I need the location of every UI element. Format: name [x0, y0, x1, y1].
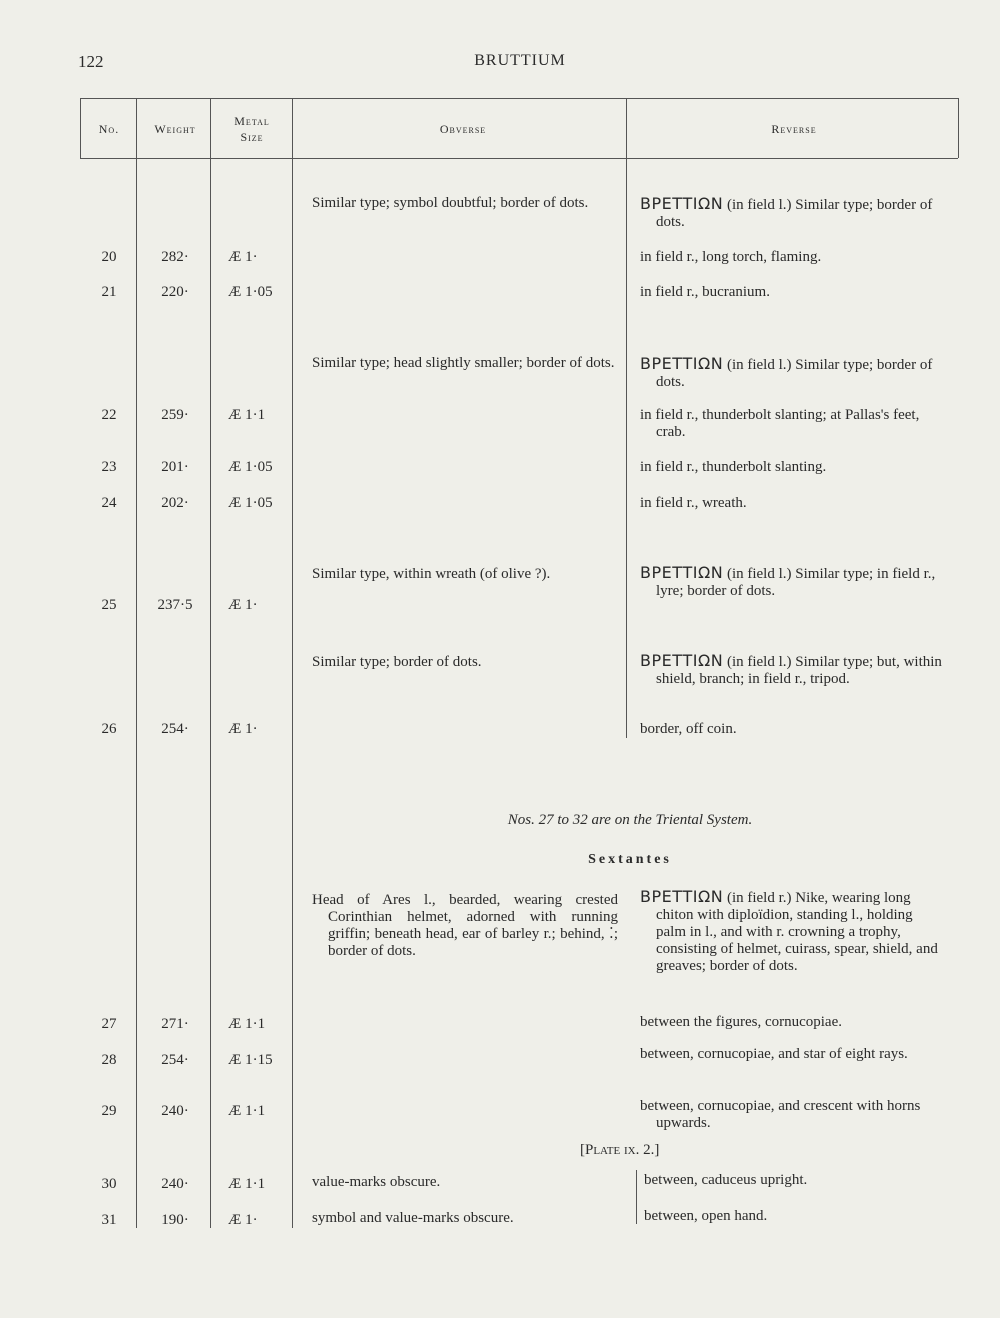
coin-metal-size: Æ 1·15 [228, 1052, 273, 1068]
header-no: No. [98, 122, 120, 136]
coin-metal-size: Æ 1· [228, 597, 258, 613]
header-bottom-rule [80, 158, 958, 159]
header-reverse: Reverse [771, 122, 817, 136]
obverse-description: Similar type; border of dots. [312, 654, 482, 670]
greek-legend: ΒΡΕΤΤΙΩΝ [640, 563, 724, 582]
coin-weight: 259· [161, 407, 189, 423]
system-note: Nos. 27 to 32 are on the Triental System. [507, 812, 753, 828]
greek-legend: ΒΡΕΤΤΙΩΝ [640, 354, 724, 373]
coin-metal-size: Æ 1·05 [228, 284, 273, 300]
obverse-variant: symbol and value-marks obscure. [312, 1210, 514, 1226]
coin-number: 28 [101, 1052, 117, 1068]
obverse-description: Similar type; symbol doubtful; border of dots. [312, 195, 589, 211]
obverse-description: Similar type, within wreath (of olive ?). [312, 566, 551, 582]
coin-weight: 201· [161, 459, 189, 475]
reverse-variant: between, cornucopiae, and star of eight rays. [640, 1046, 908, 1062]
coin-number: 25 [101, 597, 117, 613]
coin-metal-size: Æ 1·1 [228, 1016, 266, 1032]
col-rule-obverse-lower [636, 1170, 637, 1224]
reverse-variant: between, cornucopiae, and crescent with horns upwards. [640, 1098, 921, 1131]
coin-number: 22 [101, 407, 117, 423]
coin-number: 20 [101, 249, 117, 265]
obverse-description: Similar type; head slightly smaller; border of dots. [312, 355, 615, 371]
reverse-variant: border, off coin. [640, 721, 737, 737]
obverse-variant: value-marks obscure. [312, 1174, 441, 1190]
right-border [958, 98, 959, 158]
reverse-description: ΒΡΕΤΤΙΩΝ (in field l.) Similar type; border of dots. [640, 354, 933, 390]
reverse-description: ΒΡΕΤΤΙΩΝ (in field r.) Nike, wearing long chiton with diploïdion, standing l., holding palm in l., and with r. crowning a trophy, consisting of helmet, cuirass, spear, shield, and greaves; border of dots. [640, 887, 938, 974]
coin-number: 29 [101, 1103, 117, 1119]
reverse-description: ΒΡΕΤΤΙΩΝ (in field l.) Similar type; in field r., lyre; border of dots. [640, 563, 936, 599]
greek-legend: ΒΡΕΤΤΙΩΝ [640, 887, 724, 906]
header-weight: Weight [154, 122, 196, 136]
coin-metal-size: Æ 1· [228, 249, 258, 265]
coin-number: 31 [101, 1212, 117, 1228]
coin-number: 26 [101, 721, 117, 737]
coin-metal-size: Æ 1· [228, 721, 258, 737]
coin-metal-size: Æ 1·1 [228, 1176, 266, 1192]
coin-weight: 240· [161, 1176, 189, 1192]
coin-metal-size: Æ 1·1 [228, 1103, 266, 1119]
reverse-variant: between the figures, cornucopiae. [640, 1014, 842, 1030]
reverse-variant: in field r., bucranium. [640, 284, 770, 300]
reverse-variant: between, caduceus upright. [644, 1172, 808, 1188]
coin-metal-size: Æ 1·1 [228, 407, 266, 423]
reverse-variant: in field r., long torch, flaming. [640, 249, 822, 265]
coin-weight: 240· [161, 1103, 189, 1119]
coin-metal-size: Æ 1·05 [228, 495, 273, 511]
page-number: 122 [78, 52, 104, 71]
running-head: BRUTTIUM [474, 52, 566, 69]
plate-reference: [Plate ix. 2.] [580, 1142, 660, 1158]
col-rule-obverse [626, 98, 627, 738]
coin-number: 27 [101, 1016, 117, 1032]
header-metal: Metal [234, 114, 270, 128]
reverse-variant: between, open hand. [644, 1208, 768, 1224]
coin-metal-size: Æ 1·05 [228, 459, 273, 475]
coin-weight: 254· [161, 721, 189, 737]
coin-weight: 237·5 [157, 597, 193, 613]
coin-weight: 202· [161, 495, 189, 511]
coin-weight: 282· [161, 249, 189, 265]
obverse-description: Head of Ares l., bearded, wearing crested Corinthian helmet, adorned with running griffin; beneath head, ear of barley r.; behind, ⁚; border of dots. [312, 892, 618, 959]
table-top-rule [80, 98, 958, 99]
greek-legend: ΒΡΕΤΤΙΩΝ [640, 194, 724, 213]
reverse-description: ΒΡΕΤΤΙΩΝ (in field l.) Similar type; but, within shield, branch; in field r., tripod. [640, 651, 942, 687]
coin-weight: 254· [161, 1052, 189, 1068]
reverse-variant: in field r., wreath. [640, 495, 747, 511]
col-rule-weight [210, 98, 211, 1228]
coin-number: 30 [101, 1176, 117, 1192]
coin-weight: 190· [161, 1212, 189, 1228]
reverse-variant: in field r., thunderbolt slanting. [640, 459, 827, 475]
reverse-description: ΒΡΕΤΤΙΩΝ (in field l.) Similar type; border of dots. [640, 194, 933, 230]
coin-metal-size: Æ 1· [228, 1212, 258, 1228]
coin-weight: 220· [161, 284, 189, 300]
coin-number: 23 [101, 459, 117, 475]
coin-number: 21 [101, 284, 117, 300]
left-border [80, 98, 81, 158]
header-obverse: Obverse [439, 122, 487, 136]
col-rule-no [136, 98, 137, 1228]
reverse-variant: in field r., thunderbolt slanting; at Pallas's feet, crab. [640, 407, 920, 440]
section-title: Sextantes [588, 852, 672, 867]
greek-legend: ΒΡΕΤΤΙΩΝ [640, 651, 724, 670]
coin-number: 24 [101, 495, 117, 511]
coin-weight: 271· [161, 1016, 189, 1032]
header-size: Size [240, 130, 264, 144]
